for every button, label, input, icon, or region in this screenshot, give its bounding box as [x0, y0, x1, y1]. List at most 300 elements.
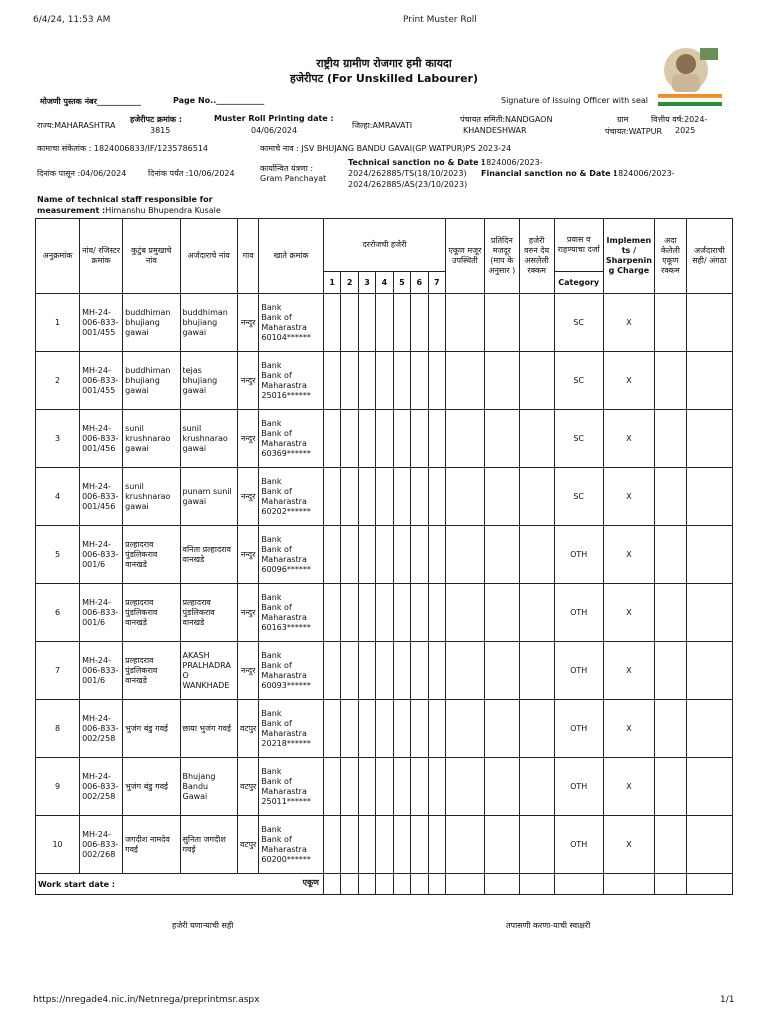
- account-acc2: Bank of Maharastra: [261, 776, 307, 796]
- row-account: [259, 410, 324, 468]
- issuing-signature-label: Signature of Issuing Officer with seal: [501, 96, 648, 105]
- row-village: नन्दुर: [237, 410, 259, 468]
- row-category: OTH: [554, 700, 603, 758]
- row-head: प्रल्हादराव पुंडलिकराव वानखडे: [123, 526, 180, 584]
- row-category: OTH: [554, 526, 603, 584]
- row-account: [259, 468, 324, 526]
- row-regno: MH-24-006-833-002/258: [80, 758, 123, 816]
- row-implements: X: [603, 758, 654, 816]
- attendance-day-3: [358, 758, 375, 816]
- row-village: नन्दुर: [237, 526, 259, 584]
- attendance-day-2: [341, 758, 358, 816]
- total-row-label-cell: [36, 874, 324, 895]
- total-day-5: [393, 874, 410, 895]
- row-village: नन्दुर: [237, 584, 259, 642]
- row-total-att: [445, 816, 484, 874]
- table-row: [36, 410, 733, 468]
- th-day-1: 1: [323, 272, 340, 294]
- row-category: OTH: [554, 816, 603, 874]
- block-line2: KHANDESHWAR: [463, 126, 527, 135]
- row-paid: [655, 700, 687, 758]
- table-row: [36, 526, 733, 584]
- attendance-day-6: [411, 700, 428, 758]
- attendance-day-1: [323, 410, 340, 468]
- account-acc1: Bank: [261, 360, 282, 370]
- staff-label-2: measurement :: [37, 206, 106, 215]
- account-acc3: 60093******: [261, 680, 311, 690]
- row-head: जगदीश नामदेव गवई: [123, 816, 180, 874]
- row-account: [259, 700, 324, 758]
- total-day-2: [341, 874, 358, 895]
- staff-label: Name of technical staff responsible for: [37, 195, 213, 204]
- account-acc3: 60200******: [261, 854, 311, 864]
- row-account: [259, 352, 324, 410]
- row-applicant: tejas bhujiang gawai: [180, 352, 237, 410]
- row-sr: 2: [36, 352, 80, 410]
- row-category: OTH: [554, 642, 603, 700]
- row-head: buddhiman bhujiang gawai: [123, 294, 180, 352]
- attendance-day-7: [428, 410, 445, 468]
- row-applicant: सुनिता जगदीश गवई: [180, 816, 237, 874]
- row-implements: X: [603, 468, 654, 526]
- row-applicant: Bhujang Bandu Gawai: [180, 758, 237, 816]
- row-total-att: [445, 526, 484, 584]
- row-account: [259, 526, 324, 584]
- table-row: [36, 758, 733, 816]
- row-paid: [655, 816, 687, 874]
- th-day-5: 5: [393, 272, 410, 294]
- th-total-att: एकूण मजूर उपस्थिती: [445, 219, 484, 294]
- attendance-day-2: [341, 642, 358, 700]
- row-paid: [655, 642, 687, 700]
- row-signature: [686, 758, 732, 816]
- attendance-day-3: [358, 816, 375, 874]
- row-total-att: [445, 584, 484, 642]
- row-paid: [655, 526, 687, 584]
- row-applicant: छाया भुजंग गवई: [180, 700, 237, 758]
- tech-label: Technical sanction no & Date :: [348, 158, 485, 167]
- account-acc3: 60369******: [261, 448, 311, 458]
- total-category: [554, 874, 603, 895]
- muster-no: 3815: [150, 126, 171, 135]
- row-due: [519, 816, 554, 874]
- act-title: राष्ट्रीय ग्रामीण रोजगार हमी कायदा: [316, 57, 452, 70]
- row-village: नन्दुर: [237, 468, 259, 526]
- page-no: Page No..____________: [173, 96, 265, 105]
- fy-line1: वित्तीय वर्ष:2024-: [651, 115, 708, 124]
- row-regno: MH-24-006-833-001/455: [80, 294, 123, 352]
- account-acc3: 25011******: [261, 796, 311, 806]
- attendance-day-5: [393, 526, 410, 584]
- row-daily-wage: [484, 352, 519, 410]
- row-head: sunil krushnarao gawai: [123, 410, 180, 468]
- account-acc2: Bank of Maharastra: [261, 718, 307, 738]
- table-row: [36, 700, 733, 758]
- gp-line2: पंचायत:WATPUR: [605, 127, 663, 136]
- work-code: कामाचा संकेतांक : 1824006833/IF/1235786514: [37, 144, 209, 153]
- row-applicant: punam sunil gawai: [180, 468, 237, 526]
- row-category: SC: [554, 410, 603, 468]
- attendance-day-4: [376, 816, 393, 874]
- th-day-6: 6: [411, 272, 428, 294]
- attendance-day-3: [358, 700, 375, 758]
- row-applicant: buddhiman bhujiang gawai: [180, 294, 237, 352]
- attendance-day-2: [341, 352, 358, 410]
- row-village: वटपुर: [237, 758, 259, 816]
- attendance-day-6: [411, 352, 428, 410]
- row-regno: MH-24-006-833-001/6: [80, 526, 123, 584]
- staff-name: Himanshu Bhupendra Kusale: [105, 206, 221, 215]
- attendance-day-2: [341, 584, 358, 642]
- agency-label: कार्यान्वित यंत्रणा :: [260, 164, 314, 173]
- row-regno: MH-24-006-833-001/6: [80, 642, 123, 700]
- attendance-day-7: [428, 584, 445, 642]
- row-daily-wage: [484, 758, 519, 816]
- attendance-day-7: [428, 700, 445, 758]
- th-village: गाव: [237, 219, 259, 294]
- account-acc2: Bank of Maharastra: [261, 428, 307, 448]
- attendance-day-2: [341, 816, 358, 874]
- total-wage: [484, 874, 519, 895]
- attendance-day-5: [393, 758, 410, 816]
- row-village: नन्दुर: [237, 294, 259, 352]
- attendance-day-1: [323, 700, 340, 758]
- total-day-7: [428, 874, 445, 895]
- row-due: [519, 700, 554, 758]
- row-total-att: [445, 410, 484, 468]
- th-day-4: 4: [376, 272, 393, 294]
- row-daily-wage: [484, 410, 519, 468]
- th-day-2: 2: [341, 272, 358, 294]
- total-att: [445, 874, 484, 895]
- account-acc1: Bank: [261, 766, 282, 776]
- th-deduct: हजेरी वरुन देय असलेली रक्कम: [519, 219, 554, 294]
- attendance-day-2: [341, 700, 358, 758]
- total-day-6: [411, 874, 428, 895]
- row-due: [519, 294, 554, 352]
- row-sr: 5: [36, 526, 80, 584]
- row-category: OTH: [554, 584, 603, 642]
- inspector-signature: तपासणी करणा-याची स्वाक्षरी: [506, 921, 591, 930]
- attendance-day-4: [376, 700, 393, 758]
- row-signature: [686, 352, 732, 410]
- print-datetime: 6/4/24, 11:53 AM: [33, 15, 111, 25]
- fin-line1: 1824006/2023-: [613, 169, 675, 178]
- row-daily-wage: [484, 294, 519, 352]
- row-head: buddhiman bhujiang gawai: [123, 352, 180, 410]
- th-day-7: 7: [428, 272, 445, 294]
- row-applicant: sunil krushnarao gawai: [180, 410, 237, 468]
- th-daily: दररोजची हजेरी: [323, 219, 445, 272]
- row-implements: X: [603, 410, 654, 468]
- row-category: SC: [554, 294, 603, 352]
- attendance-day-5: [393, 410, 410, 468]
- attendance-day-2: [341, 294, 358, 352]
- total-day-3: [358, 874, 375, 895]
- row-village: नन्दुर: [237, 352, 259, 410]
- th-travel: प्रवास व राहण्याचा दर्जा: [554, 219, 603, 272]
- row-due: [519, 410, 554, 468]
- total-due: [519, 874, 554, 895]
- row-sr: 4: [36, 468, 80, 526]
- th-account: खाते क्रमांक: [259, 219, 324, 294]
- row-sr: 6: [36, 584, 80, 642]
- row-signature: [686, 584, 732, 642]
- row-paid: [655, 294, 687, 352]
- attendance-day-6: [411, 816, 428, 874]
- row-head: भुजंग बंडु गवई: [123, 758, 180, 816]
- total-day-4: [376, 874, 393, 895]
- block-line1: पंचायत समिती:NANDGAON: [460, 115, 553, 124]
- staff-line: [37, 206, 221, 215]
- account-acc3: 60202******: [261, 506, 311, 516]
- row-due: [519, 352, 554, 410]
- th-sr: अनुक्रमांक: [36, 219, 80, 294]
- muster-no-label: हजेरीपट क्रमांक :: [130, 115, 183, 124]
- account-acc2: Bank of Maharastra: [261, 312, 307, 332]
- attendance-day-1: [323, 816, 340, 874]
- attendance-day-7: [428, 294, 445, 352]
- attendance-day-7: [428, 816, 445, 874]
- th-applicant: अर्जदाराचे नांव: [180, 219, 237, 294]
- row-daily-wage: [484, 700, 519, 758]
- row-head: भुजंग बंडु गवई: [123, 700, 180, 758]
- attendance-day-1: [323, 758, 340, 816]
- table-row: [36, 816, 733, 874]
- account-acc3: 25016******: [261, 390, 311, 400]
- gp-line1: ग्राम: [617, 115, 629, 124]
- muster-title: हजेरीपट (For Unskilled Labourer): [289, 72, 478, 85]
- attendance-day-1: [323, 584, 340, 642]
- row-daily-wage: [484, 526, 519, 584]
- row-sr: 7: [36, 642, 80, 700]
- attendance-day-7: [428, 352, 445, 410]
- attendance-day-4: [376, 758, 393, 816]
- attendance-day-5: [393, 294, 410, 352]
- attendance-day-5: [393, 584, 410, 642]
- attendance-day-4: [376, 294, 393, 352]
- muster-table: [35, 218, 733, 895]
- attendance-day-6: [411, 642, 428, 700]
- attendance-day-6: [411, 468, 428, 526]
- muster-keeper-signature: हजेरी घणाऱ्याची सही: [172, 921, 234, 930]
- attendance-day-1: [323, 642, 340, 700]
- row-category: SC: [554, 352, 603, 410]
- row-sr: 10: [36, 816, 80, 874]
- attendance-day-1: [323, 526, 340, 584]
- row-sr: 9: [36, 758, 80, 816]
- row-paid: [655, 410, 687, 468]
- table-row: [36, 584, 733, 642]
- account-acc1: Bank: [261, 708, 282, 718]
- account-acc3: 60096******: [261, 564, 311, 574]
- row-regno: MH-24-006-833-001/6: [80, 584, 123, 642]
- attendance-day-5: [393, 352, 410, 410]
- row-signature: [686, 816, 732, 874]
- account-acc1: Bank: [261, 592, 282, 602]
- table-row: [36, 352, 733, 410]
- print-date-label: Muster Roll Printing date :: [214, 114, 334, 123]
- th-sign: अर्जदाराची सही/ अंगठा: [686, 219, 732, 294]
- row-paid: [655, 352, 687, 410]
- row-head: प्रल्हादराव पुंडलिकराव वानखडे: [123, 642, 180, 700]
- row-implements: X: [603, 352, 654, 410]
- row-signature: [686, 700, 732, 758]
- attendance-day-5: [393, 468, 410, 526]
- row-sr: 3: [36, 410, 80, 468]
- print-page-title: Print Muster Roll: [403, 15, 477, 25]
- row-total-att: [445, 758, 484, 816]
- page-count: 1/1: [720, 995, 735, 1005]
- row-account: [259, 758, 324, 816]
- attendance-day-1: [323, 352, 340, 410]
- row-applicant: वनिता प्रल्हादराव वानखडे: [180, 526, 237, 584]
- row-daily-wage: [484, 816, 519, 874]
- row-regno: MH-24-006-833-001/456: [80, 468, 123, 526]
- row-paid: [655, 584, 687, 642]
- date-to: दिनांक पर्यंत :10/06/2024: [148, 169, 235, 178]
- print-date: 04/06/2024: [251, 126, 298, 135]
- attendance-day-7: [428, 526, 445, 584]
- row-total-att: [445, 468, 484, 526]
- work-name: कामाचे नाव : JSV BHUJANG BANDU GAVAI(GP WATPUR)PS 2023-24: [260, 144, 512, 153]
- row-category: OTH: [554, 758, 603, 816]
- account-acc2: Bank of Maharastra: [261, 602, 307, 622]
- row-implements: X: [603, 526, 654, 584]
- table-row: [36, 294, 733, 352]
- attendance-day-2: [341, 468, 358, 526]
- row-paid: [655, 468, 687, 526]
- row-total-att: [445, 642, 484, 700]
- row-due: [519, 584, 554, 642]
- row-paid: [655, 758, 687, 816]
- attendance-day-1: [323, 468, 340, 526]
- attendance-day-4: [376, 410, 393, 468]
- row-account: [259, 642, 324, 700]
- account-acc1: Bank: [261, 824, 282, 834]
- total-implements: [603, 874, 654, 895]
- attendance-day-6: [411, 294, 428, 352]
- account-acc3: 60163******: [261, 622, 311, 632]
- attendance-day-5: [393, 642, 410, 700]
- row-due: [519, 468, 554, 526]
- row-implements: X: [603, 700, 654, 758]
- account-acc1: Bank: [261, 650, 282, 660]
- row-signature: [686, 526, 732, 584]
- attendance-day-4: [376, 526, 393, 584]
- row-regno: MH-24-006-833-001/455: [80, 352, 123, 410]
- attendance-day-7: [428, 642, 445, 700]
- th-category: Category: [554, 272, 603, 294]
- row-regno: MH-24-006-833-002/268: [80, 816, 123, 874]
- total-paid: [655, 874, 687, 895]
- row-implements: X: [603, 584, 654, 642]
- account-acc2: Bank of Maharastra: [261, 486, 307, 506]
- agency: Gram Panchayat: [260, 174, 327, 183]
- th-day-3: 3: [358, 272, 375, 294]
- th-daily-wage: प्रतिदिन मजदूर (माप के अनुसार ): [484, 219, 519, 294]
- district: जिल्हा:AMRAVATI: [352, 121, 413, 130]
- account-acc2: Bank of Maharastra: [261, 370, 307, 390]
- account-acc1: Bank: [261, 302, 282, 312]
- row-total-att: [445, 700, 484, 758]
- attendance-day-4: [376, 468, 393, 526]
- row-regno: MH-24-006-833-001/456: [80, 410, 123, 468]
- row-implements: X: [603, 294, 654, 352]
- attendance-day-7: [428, 468, 445, 526]
- row-sr: 8: [36, 700, 80, 758]
- attendance-day-3: [358, 526, 375, 584]
- total-label: एकूण: [302, 878, 319, 887]
- row-village: वटपुर: [237, 816, 259, 874]
- th-head: कुटुंब प्रमुखाचे नांव: [123, 219, 180, 294]
- row-total-att: [445, 294, 484, 352]
- attendance-day-2: [341, 410, 358, 468]
- total-day-1: [323, 874, 340, 895]
- th-implements: Implements / Sharpening Charge: [603, 219, 654, 294]
- attendance-day-4: [376, 584, 393, 642]
- attendance-day-1: [323, 294, 340, 352]
- attendance-day-3: [358, 410, 375, 468]
- attendance-day-2: [341, 526, 358, 584]
- row-due: [519, 526, 554, 584]
- row-applicant: प्रल्हादराव पुंडलिकराव वानखडे: [180, 584, 237, 642]
- account-acc1: Bank: [261, 418, 282, 428]
- book-no: मोजणी पुस्तक नंबर___________: [40, 97, 141, 106]
- row-village: नन्दुर: [237, 642, 259, 700]
- row-account: [259, 584, 324, 642]
- state: राज्य:MAHARASHTRA: [37, 121, 116, 130]
- account-acc3: 20218******: [261, 738, 311, 748]
- row-applicant: AKASH PRALHADRAO WANKHADE: [180, 642, 237, 700]
- row-daily-wage: [484, 642, 519, 700]
- account-acc3: 60104******: [261, 332, 311, 342]
- attendance-day-3: [358, 294, 375, 352]
- tech-line1: 1824006/2023-: [481, 158, 543, 167]
- row-head: sunil krushnarao gawai: [123, 468, 180, 526]
- tech-line2: 2024/262885/TS(18/10/2023): [348, 169, 467, 178]
- fin-label: Financial sanction no & Date :: [481, 169, 617, 178]
- row-signature: [686, 642, 732, 700]
- row-due: [519, 642, 554, 700]
- account-acc1: Bank: [261, 476, 282, 486]
- attendance-day-4: [376, 642, 393, 700]
- row-due: [519, 758, 554, 816]
- row-account: [259, 294, 324, 352]
- attendance-day-3: [358, 468, 375, 526]
- account-acc2: Bank of Maharastra: [261, 834, 307, 854]
- attendance-day-5: [393, 816, 410, 874]
- row-daily-wage: [484, 468, 519, 526]
- page-url: https://nregade4.nic.in/Netnrega/preprintmsr.aspx: [33, 995, 260, 1005]
- row-category: SC: [554, 468, 603, 526]
- row-account: [259, 816, 324, 874]
- account-acc1: Bank: [261, 534, 282, 544]
- fin-line2: 2024/262885/AS(23/10/2023): [348, 180, 468, 189]
- date-from: दिनांक पासून :04/06/2024: [37, 169, 127, 178]
- attendance-day-5: [393, 700, 410, 758]
- attendance-day-3: [358, 352, 375, 410]
- table-body: [36, 294, 733, 874]
- total-row: [36, 874, 733, 895]
- attendance-day-6: [411, 758, 428, 816]
- account-acc2: Bank of Maharastra: [261, 660, 307, 680]
- table-row: [36, 468, 733, 526]
- row-village: वटपुर: [237, 700, 259, 758]
- row-total-att: [445, 352, 484, 410]
- fy-line2: 2025: [675, 126, 696, 135]
- attendance-day-4: [376, 352, 393, 410]
